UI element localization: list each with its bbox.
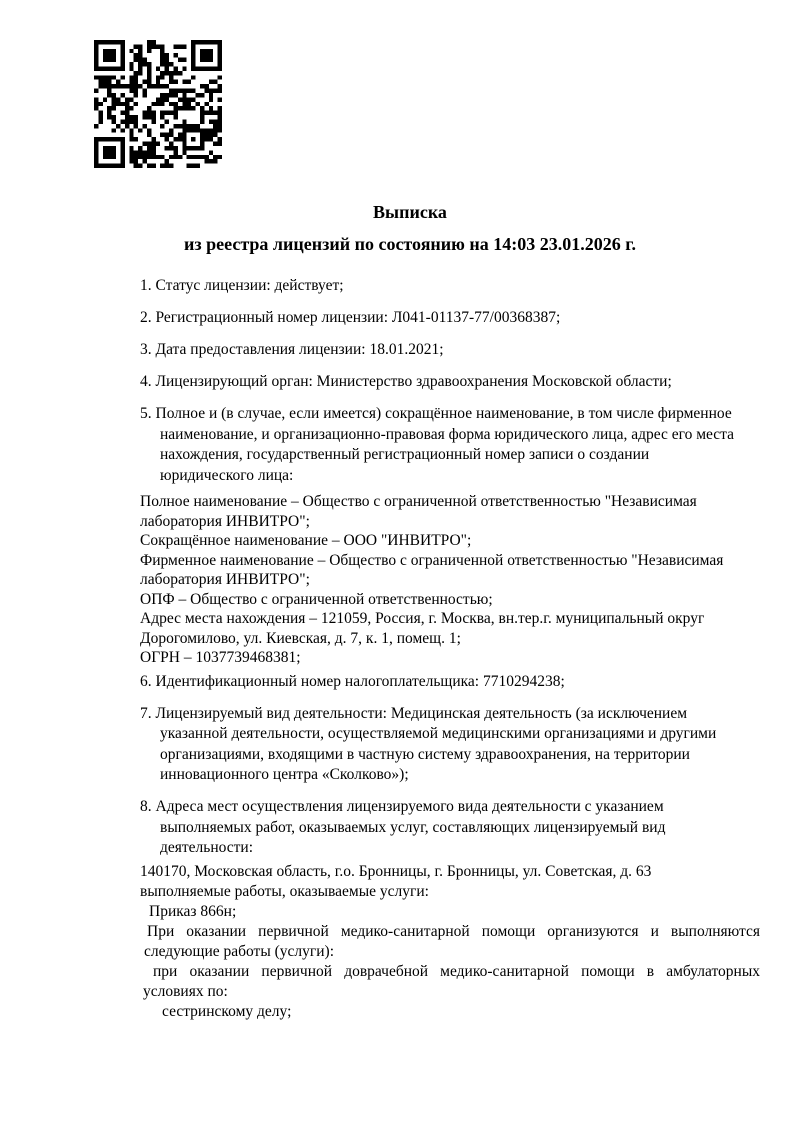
document-title: Выписка (373, 202, 447, 222)
taxpayer-inn-line: 6. Идентификационный номер налогоплательщика: 7710294238; (140, 672, 565, 690)
org-address-line-1: Адрес места нахождения – 121059, Россия, г. Москва, вн.тер.г. муниципальный округ (140, 610, 705, 627)
works-services-label: выполняемые работы, оказываемые услуги: (140, 882, 429, 900)
activity-address: 140170, Московская область, г.о. Бронницы, г. Бронницы, ул. Советская, д. 63 (140, 862, 652, 880)
activity-addresses-heading-line-1: 8. Адреса мест осуществления лицензируемого вида деятельности с указанием (140, 798, 664, 815)
activity-addresses-heading-line-2: выполняемых работ, оказываемых услуг, составляющих лицензируемый вид (160, 818, 666, 836)
org-names-heading-line-2: наименование, и организационно-правовая форма юридического лица, адрес его места (160, 425, 735, 443)
org-brand-name-line-2: лаборатория ИНВИТРО"; (140, 571, 310, 588)
activity-address-block (140, 862, 760, 1022)
document-header (65, 200, 755, 256)
activity-addresses-heading-line-3: деятельности: (160, 839, 254, 856)
field-taxpayer-inn (140, 672, 760, 693)
field-activity-addresses-heading (140, 797, 760, 859)
licensed-activity-line-1: 7. Лицензируемый вид деятельности: Медицинская деятельность (за исключением (140, 704, 688, 722)
field-licensing-authority: 4. Лицензирующий орган: Министерство здравоохранения Московской области; (140, 373, 672, 390)
licensed-activity-line-2: указанной деятельности, осуществляемой медицинскими организациями и другими (160, 725, 717, 742)
org-names-heading-line-3: нахождения, государственный регистрационный номер записи о создании (160, 446, 650, 463)
org-names-heading-line-1: 5. Полное и (в случае, если имеется) сокращённое наименование, в том числе фирменное (140, 405, 732, 422)
org-brand-name-line-1: Фирменное наименование – Общество с ограниченной ответственностью "Независимая (140, 551, 724, 569)
org-ogrn: ОГРН – 1037739468381; (140, 649, 301, 666)
document-subtitle: из реестра лицензий по состоянию на 14:03 23.01.2026 г. (184, 234, 636, 254)
nursing-service-item: сестринскому делу; (162, 1002, 292, 1020)
field-licensed-activity (140, 704, 760, 786)
primary-care-works-line-2: следующие работы (услуги): (144, 942, 335, 960)
org-short-name: Сокращённое наименование – ООО "ИНВИТРО"; (140, 532, 472, 549)
field-license-grant-date: 3. Дата предоставления лицензии: 18.01.2021; (140, 341, 444, 358)
field-license-status: 1. Статус лицензии: действует; (140, 277, 344, 294)
field-license-reg-number: 2. Регистрационный номер лицензии: Л041-01137-77/00368387; (140, 309, 561, 326)
org-names-heading-line-4: юридического лица: (160, 466, 294, 484)
org-full-name-line-2: лаборатория ИНВИТРО"; (140, 512, 310, 530)
licensed-activity-line-3: организациями, входящими в частную систему здравоохранения, на территории (160, 745, 690, 763)
field-org-names-heading (140, 404, 760, 486)
order-866n-label: Приказ 866н; (149, 902, 237, 920)
licensed-activity-line-4: инновационного центра «Сколково»); (160, 766, 409, 783)
org-details-block (140, 492, 760, 668)
primary-care-works-line-1: При оказании первичной медико-санитарной помощи организуются и выполняются (147, 922, 760, 940)
document-body (140, 276, 760, 1022)
org-address-line-2: Дорогомилово, ул. Киевская, д. 7, к. 1, помещ. 1; (140, 629, 461, 647)
org-legal-form: ОПФ – Общество с ограниченной ответственностью; (140, 590, 493, 608)
pre-doctor-care-line-2: условиях по: (143, 982, 228, 1000)
license-main-fields (140, 276, 760, 393)
org-full-name-line-1: Полное наименование – Общество с ограниченной ответственностью "Независимая (140, 493, 697, 510)
qr-code-icon (93, 40, 223, 168)
pre-doctor-care-line-1: при оказании первичной доврачебной медико-санитарной помощи в амбулаторных (153, 962, 760, 980)
